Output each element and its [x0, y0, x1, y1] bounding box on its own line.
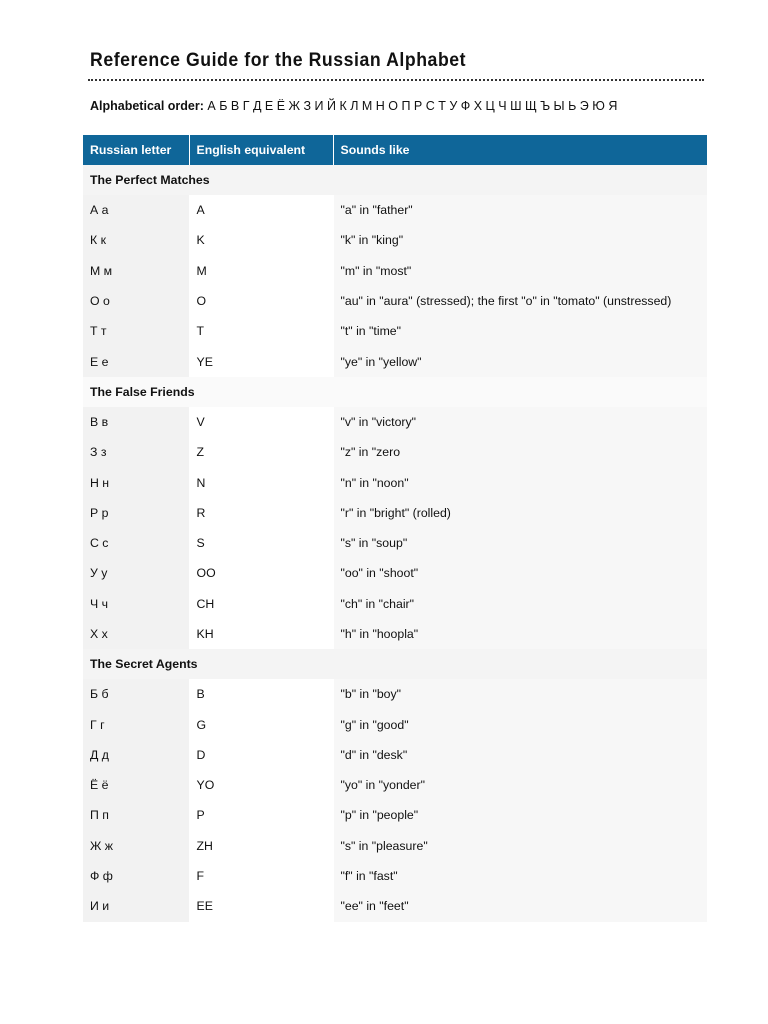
sounds-like-cell: "ye" in "yellow" [333, 346, 707, 376]
english-equivalent-cell: YO [189, 770, 333, 800]
table-row [83, 800, 707, 830]
table-row [83, 619, 707, 649]
russian-letter-cell: Г г [83, 709, 189, 739]
table-row [83, 770, 707, 800]
english-equivalent-cell: V [189, 407, 333, 437]
russian-letter-cell: В в [83, 407, 189, 437]
table-row [83, 225, 707, 255]
russian-letter-cell: Т т [83, 316, 189, 346]
sounds-like-cell: "k" in "king" [333, 225, 707, 255]
table-row [83, 407, 707, 437]
russian-letter-cell: И и [83, 891, 189, 921]
sounds-like-cell: "p" in "people" [333, 800, 707, 830]
sounds-like-cell: "t" in "time" [333, 316, 707, 346]
dotted-divider [88, 79, 704, 81]
sounds-like-cell: "yo" in "yonder" [333, 770, 707, 800]
sounds-like-cell: "ch" in "chair" [333, 589, 707, 619]
table-row [83, 891, 707, 921]
table-row [83, 861, 707, 891]
header-sounds-like: Sounds like [333, 135, 707, 165]
sounds-like-cell: "b" in "boy" [333, 679, 707, 709]
table-row [83, 709, 707, 739]
sounds-like-cell: "ee" in "feet" [333, 891, 707, 921]
russian-letter-cell: А а [83, 195, 189, 225]
russian-letter-cell: М м [83, 256, 189, 286]
section-header-row [83, 377, 707, 407]
table-row [83, 558, 707, 588]
russian-letter-cell: Д д [83, 740, 189, 770]
english-equivalent-cell: K [189, 225, 333, 255]
english-equivalent-cell: CH [189, 589, 333, 619]
russian-letter-cell: З з [83, 437, 189, 467]
english-equivalent-cell: A [189, 195, 333, 225]
english-equivalent-cell: T [189, 316, 333, 346]
section-header-row [83, 165, 707, 195]
russian-letter-cell: Ф ф [83, 861, 189, 891]
russian-letter-cell: Б б [83, 679, 189, 709]
russian-letter-cell: Е е [83, 346, 189, 376]
english-equivalent-cell: G [189, 709, 333, 739]
english-equivalent-cell: D [189, 740, 333, 770]
table-row [83, 286, 707, 316]
english-equivalent-cell: YE [189, 346, 333, 376]
russian-letter-cell: Ё ё [83, 770, 189, 800]
alphabetical-order-label: Alphabetical order: [90, 99, 204, 113]
russian-letter-cell: Ж ж [83, 831, 189, 861]
english-equivalent-cell: F [189, 861, 333, 891]
english-equivalent-cell: KH [189, 619, 333, 649]
sounds-like-cell: "s" in "pleasure" [333, 831, 707, 861]
table-row [83, 679, 707, 709]
english-equivalent-cell: R [189, 498, 333, 528]
russian-letter-cell: У у [83, 558, 189, 588]
table-header-row [83, 135, 707, 165]
table-row [83, 346, 707, 376]
alphabetical-order [90, 99, 617, 113]
sounds-like-cell: "s" in "soup" [333, 528, 707, 558]
section-title: The False Friends [83, 377, 707, 407]
table-row [83, 528, 707, 558]
english-equivalent-cell: P [189, 800, 333, 830]
page-title: Reference Guide for the Russian Alphabet [90, 50, 467, 71]
sounds-like-cell: "m" in "most" [333, 256, 707, 286]
table-row [83, 437, 707, 467]
sounds-like-cell: "n" in "noon" [333, 467, 707, 497]
sounds-like-cell: "oo" in "shoot" [333, 558, 707, 588]
alphabetical-order-letters: А Б В Г Д Е Ё Ж З И Й К Л М Н О П Р С Т У Ф Х Ц Ч Ш Щ Ъ Ы Ь Э Ю Я [207, 99, 618, 113]
english-equivalent-cell: M [189, 256, 333, 286]
russian-letter-cell: К к [83, 225, 189, 255]
table-row [83, 831, 707, 861]
sounds-like-cell: "z" in "zero [333, 437, 707, 467]
section-title: The Perfect Matches [83, 165, 707, 195]
english-equivalent-cell: O [189, 286, 333, 316]
section-header-row [83, 649, 707, 679]
alphabet-reference-table [83, 135, 707, 922]
english-equivalent-cell: B [189, 679, 333, 709]
russian-letter-cell: С с [83, 528, 189, 558]
sounds-like-cell: "a" in "father" [333, 195, 707, 225]
russian-letter-cell: Х х [83, 619, 189, 649]
english-equivalent-cell: ZH [189, 831, 333, 861]
table-body [83, 165, 707, 922]
russian-letter-cell: Ч ч [83, 589, 189, 619]
english-equivalent-cell: S [189, 528, 333, 558]
table-row [83, 589, 707, 619]
sounds-like-cell: "r" in "bright" (rolled) [333, 498, 707, 528]
sounds-like-cell: "d" in "desk" [333, 740, 707, 770]
sounds-like-cell: "f" in "fast" [333, 861, 707, 891]
sounds-like-cell: "au" in "aura" (stressed); the first "o" in "tomato" (unstressed) [333, 286, 707, 316]
sounds-like-cell: "h" in "hoopla" [333, 619, 707, 649]
russian-letter-cell: О о [83, 286, 189, 316]
english-equivalent-cell: EE [189, 891, 333, 921]
table-row [83, 195, 707, 225]
russian-letter-cell: Р р [83, 498, 189, 528]
english-equivalent-cell: Z [189, 437, 333, 467]
russian-letter-cell: Н н [83, 467, 189, 497]
table-row [83, 467, 707, 497]
sounds-like-cell: "g" in "good" [333, 709, 707, 739]
english-equivalent-cell: OO [189, 558, 333, 588]
section-title: The Secret Agents [83, 649, 707, 679]
table-row [83, 256, 707, 286]
header-russian-letter: Russian letter [83, 135, 189, 165]
sounds-like-cell: "v" in "victory" [333, 407, 707, 437]
english-equivalent-cell: N [189, 467, 333, 497]
russian-letter-cell: П п [83, 800, 189, 830]
table-row [83, 498, 707, 528]
header-english-equivalent: English equivalent [189, 135, 333, 165]
table-row [83, 740, 707, 770]
table-row [83, 316, 707, 346]
